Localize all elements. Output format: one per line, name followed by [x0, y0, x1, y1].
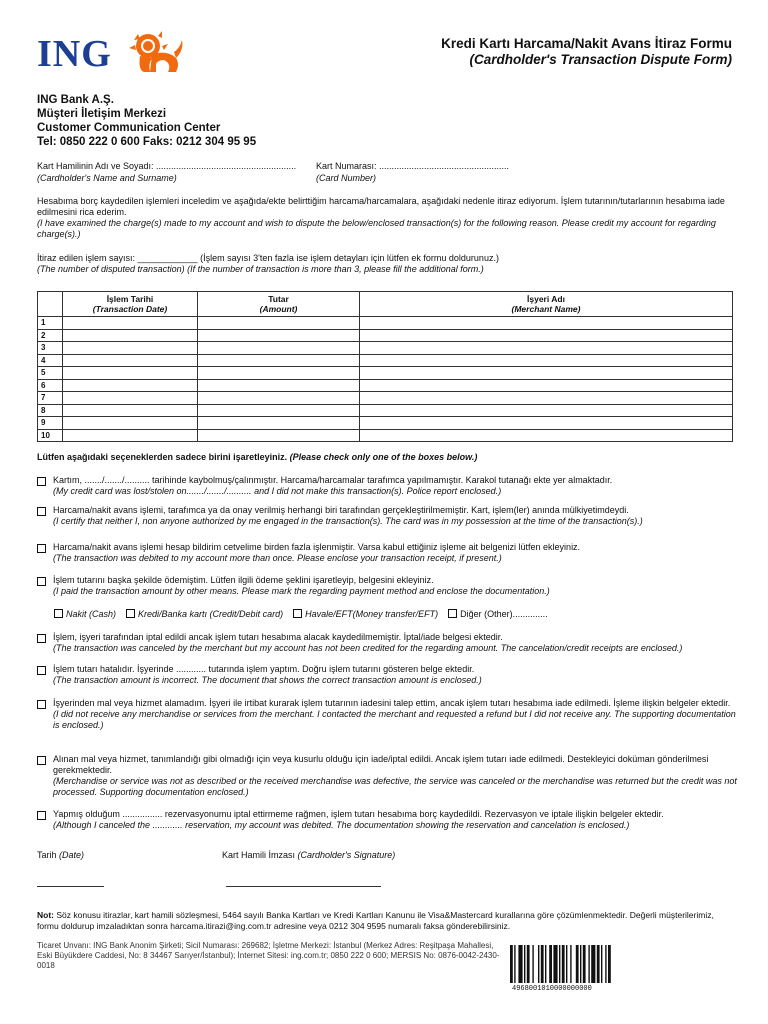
transaction-count-field[interactable]	[37, 253, 737, 275]
barcode-bar	[553, 945, 557, 983]
table-row	[38, 367, 733, 380]
table-row	[38, 404, 733, 417]
option-text: Alınan mal veya hizmet, tanımlandığı gibi olmadığı için veya kusurlu olduğu için iade/iptal edildi. Ancak işlem tutarı iade edilmedi. Destekleyici doküman gönderilmesi gerekmektedir.	[53, 754, 709, 775]
form-title: Kredi Kartı Harcama/Nakit Avans İtiraz Formu	[441, 36, 732, 51]
form-title-block	[441, 36, 732, 68]
name-label-en: (Cardholder's Name and Surname)	[37, 173, 177, 183]
lion-icon	[128, 30, 186, 74]
dispute-option	[37, 809, 737, 831]
amount-cell[interactable]	[198, 417, 360, 430]
table-row	[38, 342, 733, 355]
table-row	[38, 417, 733, 430]
payment-method-transfer[interactable]: Havale/EFT(Money transfer/EFT)	[293, 609, 438, 619]
dispute-option	[37, 542, 737, 564]
cardholder-name-field[interactable]	[37, 160, 296, 184]
signature-line[interactable]	[226, 886, 381, 887]
instruction-text: Lütfen aşağıdaki seçeneklerden sadece birini işaretleyiniz. (Please check only one of the boxes below.)	[37, 452, 478, 462]
barcode-icon	[510, 945, 644, 983]
option-text: Kartım, ......./......./.......... tarihinde kaybolmuş/çalınmıştır. Harcama/harcamalar tarafımca yapılmamıştır. Karakol tutanağı ekte yer almaktadır.	[53, 475, 613, 485]
amount-cell[interactable]	[198, 317, 360, 330]
barcode-bar	[601, 945, 602, 983]
dispute-option	[37, 698, 737, 731]
merchant-cell[interactable]	[360, 354, 733, 367]
row-number: 10	[38, 429, 63, 442]
row-number: 5	[38, 367, 63, 380]
date-line[interactable]	[37, 886, 104, 887]
payment-method-other[interactable]: Diğer (Other)..............	[448, 609, 548, 619]
address-line: Müşteri İletişim Merkezi	[37, 108, 167, 120]
table-row	[38, 429, 733, 442]
date-cell[interactable]	[63, 417, 198, 430]
barcode-bar	[518, 945, 522, 983]
option-text-en: (I paid the transaction amount by other means. Please mark the regarding payment method and enclose the documentation.)	[53, 586, 550, 596]
dispute-option	[37, 632, 737, 654]
row-number: 3	[38, 342, 63, 355]
checkbox[interactable]	[293, 609, 302, 618]
dispute-option	[37, 754, 737, 798]
option-text-en: (Although I canceled the ............ reservation, my account was debited. The documentation showing the reservation and cancelation is enclosed.)	[53, 820, 630, 830]
barcode-bar	[527, 945, 530, 983]
barcode-bar	[510, 945, 513, 983]
merchant-cell[interactable]	[360, 417, 733, 430]
table-row	[38, 354, 733, 367]
card-label: Kart Numarası: ....................................................	[316, 161, 510, 171]
row-number: 4	[38, 354, 63, 367]
date-cell[interactable]	[63, 329, 198, 342]
checkbox[interactable]	[126, 609, 135, 618]
col-transaction-date: İşlem Tarihi (Transaction Date)	[63, 292, 198, 317]
note: Not: Söz konusu itirazlar, kart hamili sözleşmesi, 5464 sayılı Banka Kartları ve Kredi Kartları Kanunu ile Visa&Mastercard kurallarına göre çözümlenmektedir. Değerli müşterilerimiz, formu doldurup imzaladıktan sonra harcama.itirazi@ing.com.tr adresine veya 0212 304 9595 numaralı faksa gönderebilirsiniz.	[37, 910, 714, 931]
dispute-option	[37, 664, 737, 686]
option-text-en: (I certify that neither I, non anyone authorized by me engaged in the transaction(s). The card was in my possession at the time of the transaction(s).)	[53, 516, 643, 526]
amount-cell[interactable]	[198, 342, 360, 355]
checkbox[interactable]	[37, 756, 46, 765]
merchant-cell[interactable]	[360, 342, 733, 355]
barcode-bar	[541, 945, 544, 983]
intro-tr: Hesabıma borç kaydedilen işlemleri inceledim ve aşağıda/ekte belirttiğim harcama/harcamalara, aşağıdaki nedenle itiraz ediyorum. İşlem tutarının/tutarlarının hesabıma iade edilmesini rica ederim.	[37, 196, 725, 217]
barcode-bar	[591, 945, 595, 983]
barcode-bar	[583, 945, 586, 983]
dispute-option	[37, 575, 737, 597]
contact-phone: Tel: 0850 222 0 600 Faks: 0212 304 95 95	[37, 136, 257, 148]
payment-methods	[54, 609, 548, 619]
barcode-bar	[549, 945, 552, 983]
amount-cell[interactable]	[198, 367, 360, 380]
option-text: İşlem tutarını başka şekilde ödemiştim. Lütfen ilgili ödeme şeklini işaretleyip, belgesini ekleyiniz.	[53, 575, 434, 585]
row-number: 6	[38, 379, 63, 392]
payment-method-cash[interactable]: Nakit (Cash)	[54, 609, 116, 619]
option-text-en: (Merchandise or service was not as described or the received merchandise was defective, the service was canceled or the merchandise was returned but the credit was not processed. Supporting documentation enclosed.)	[53, 776, 737, 797]
checkbox[interactable]	[37, 477, 46, 486]
checkbox[interactable]	[37, 544, 46, 553]
barcode-bar	[562, 945, 565, 983]
option-text: İşyerinden mal veya hizmet alamadım. İşyeri ile irtibat kurarak işlem tutarının iadesini talep ettim, ancak işlem tutarı hesabıma iade edilmedi. İşleme ilişkin belgeler ektedir.	[53, 698, 731, 708]
legal-footer: Ticaret Unvanı: ING Bank Anonim Şirketi; Sicil Numarası: 269682; İşletme Merkezi: İstanbul (Merkez Adres: Reşitpaşa Mahallesi, Eski Büyükdere Caddesi, No: 8 34467 Sarıyer/İstanbul); İnternet Sitesi: ing.com.tr; 0850 222 0 600; MERSIS No: 0876-0042-2430-0018	[37, 941, 500, 970]
option-text-en: (The transaction was debited to my account more than once. Please enclose your transaction receipt, if present.)	[53, 553, 502, 563]
payment-method-card[interactable]: Kredi/Banka kartı (Credit/Debit card)	[126, 609, 283, 619]
barcode-bar	[570, 945, 571, 983]
merchant-cell[interactable]	[360, 367, 733, 380]
row-number: 9	[38, 417, 63, 430]
col-merchant-name: İşyeri Adı (Merchant Name)	[360, 292, 733, 317]
merchant-cell[interactable]	[360, 317, 733, 330]
intro-paragraph	[37, 196, 737, 240]
table-row	[38, 379, 733, 392]
option-text: İşlem tutarı hatalıdır. İşyerinde ............ tutarında işlem yaptım. Doğru işlem tutarını gösteren belge ektedir.	[53, 664, 475, 674]
checkbox[interactable]	[448, 609, 457, 618]
transaction-table	[37, 291, 733, 442]
count-en: (The number of disputed transaction) (If the number of transaction is more than 3, please fill the additional form.)	[37, 264, 484, 274]
date-cell[interactable]	[63, 367, 198, 380]
date-cell[interactable]	[63, 342, 198, 355]
option-text-en: (My credit card was lost/stolen on......./......./.......... and I did not make this transaction(s). Police report enclosed.)	[53, 486, 502, 496]
amount-cell[interactable]	[198, 392, 360, 405]
intro-en: (I have examined the charge(s) made to my account and wish to dispute the below/enclosed transaction(s) for the following reason. Please credit my account for regarding charge(s).)	[37, 218, 716, 239]
option-text-en: (The transaction amount is incorrect. The document that shows the correct transaction amount is enclosed.)	[53, 675, 482, 685]
date-cell[interactable]	[63, 379, 198, 392]
ing-logo: ING	[37, 33, 112, 75]
merchant-cell[interactable]	[360, 379, 733, 392]
merchant-cell[interactable]	[360, 429, 733, 442]
barcode-bar	[566, 945, 567, 983]
barcode-bar	[576, 945, 579, 983]
date-cell[interactable]	[63, 404, 198, 417]
bank-address	[37, 93, 256, 149]
barcode-bar	[608, 945, 611, 983]
barcode-bar	[605, 945, 606, 983]
checkbox[interactable]	[37, 700, 46, 709]
table-row	[38, 392, 733, 405]
option-text: Yapmış olduğum ................ rezervasyonumu iptal ettirmeme rağmen, işlem tutarı hesabıma borç kaydedildi. Rezervasyon ve iptale ilişkin belgeler ektedir.	[53, 809, 664, 819]
barcode-number: 4968001010000000000	[512, 985, 592, 993]
barcode-bar	[514, 945, 515, 983]
address-line: ING Bank A.Ş.	[37, 94, 114, 106]
option-text: İşlem, işyeri tarafından iptal edildi ancak işlem tutarı hesabıma alacak kaydedilmemiştir. İptal/iade belgesi ektedir.	[53, 632, 503, 642]
checkbox[interactable]	[54, 609, 63, 618]
date-label: Tarih (Date)	[37, 850, 85, 860]
table-row	[38, 317, 733, 330]
address-line: Customer Communication Center	[37, 122, 221, 134]
name-label: Kart Hamilinin Adı ve Soyadı: ........................................................	[37, 161, 297, 171]
checkbox[interactable]	[37, 507, 46, 516]
barcode-bar	[580, 945, 581, 983]
dispute-option	[37, 505, 737, 527]
barcode-bar	[545, 945, 546, 983]
count-tr: İtiraz edilen işlem sayısı: ____________ (İşlem sayısı 3'ten fazla ise işlem detayları için lütfen ek formu doldurunuz.)	[37, 253, 499, 263]
table-row	[38, 329, 733, 342]
row-number: 1	[38, 317, 63, 330]
merchant-cell[interactable]	[360, 392, 733, 405]
amount-cell[interactable]	[198, 429, 360, 442]
option-text: Harcama/nakit avans işlemi hesap bildirim cetvelime birden fazla işlenmiştir. Varsa kabul ettiğiniz işleme ait belgenizi lütfen ekleyiniz.	[53, 542, 581, 552]
row-number: 7	[38, 392, 63, 405]
merchant-cell[interactable]	[360, 329, 733, 342]
barcode-bar	[524, 945, 525, 983]
row-number: 8	[38, 404, 63, 417]
date-cell[interactable]	[63, 317, 198, 330]
card-number-field[interactable]	[316, 160, 509, 184]
barcode-bar	[588, 945, 589, 983]
checkbox[interactable]	[37, 666, 46, 675]
checkbox[interactable]	[37, 577, 46, 586]
amount-cell[interactable]	[198, 354, 360, 367]
barcode-bar	[559, 945, 560, 983]
barcode-bar	[597, 945, 600, 983]
barcode-bar	[532, 945, 533, 983]
checkbox[interactable]	[37, 811, 46, 820]
date-cell[interactable]	[63, 392, 198, 405]
amount-cell[interactable]	[198, 379, 360, 392]
amount-cell[interactable]	[198, 329, 360, 342]
checkbox[interactable]	[37, 634, 46, 643]
signature-label: Kart Hamili İmzası (Cardholder's Signature)	[222, 850, 396, 860]
form-subtitle: (Cardholder's Transaction Dispute Form)	[469, 52, 732, 67]
barcode-bar	[538, 945, 539, 983]
col-blank	[38, 292, 63, 317]
col-amount: Tutar (Amount)	[198, 292, 360, 317]
dispute-option	[37, 475, 737, 497]
option-text-en: (I did not receive any merchandise or services from the merchant. I contacted the merchant and requested a refund but I did not receive any. The supporting documentation is enclosed.)	[53, 709, 736, 730]
amount-cell[interactable]	[198, 404, 360, 417]
date-cell[interactable]	[63, 354, 198, 367]
card-label-en: (Card Number)	[316, 173, 377, 183]
date-cell[interactable]	[63, 429, 198, 442]
row-number: 2	[38, 329, 63, 342]
option-text-en: (The transaction was canceled by the merchant but my account has not been credited for the regarding amount. The cancelation/credit receipts are enclosed.)	[53, 643, 683, 653]
merchant-cell[interactable]	[360, 404, 733, 417]
option-text: Harcama/nakit avans işlemi, tarafımca ya da onay verilmiş herhangi biri tarafından gerçekleştirilmemiştir. Kart, işlem(ler) anında mülkiyetimdeydi.	[53, 505, 629, 515]
